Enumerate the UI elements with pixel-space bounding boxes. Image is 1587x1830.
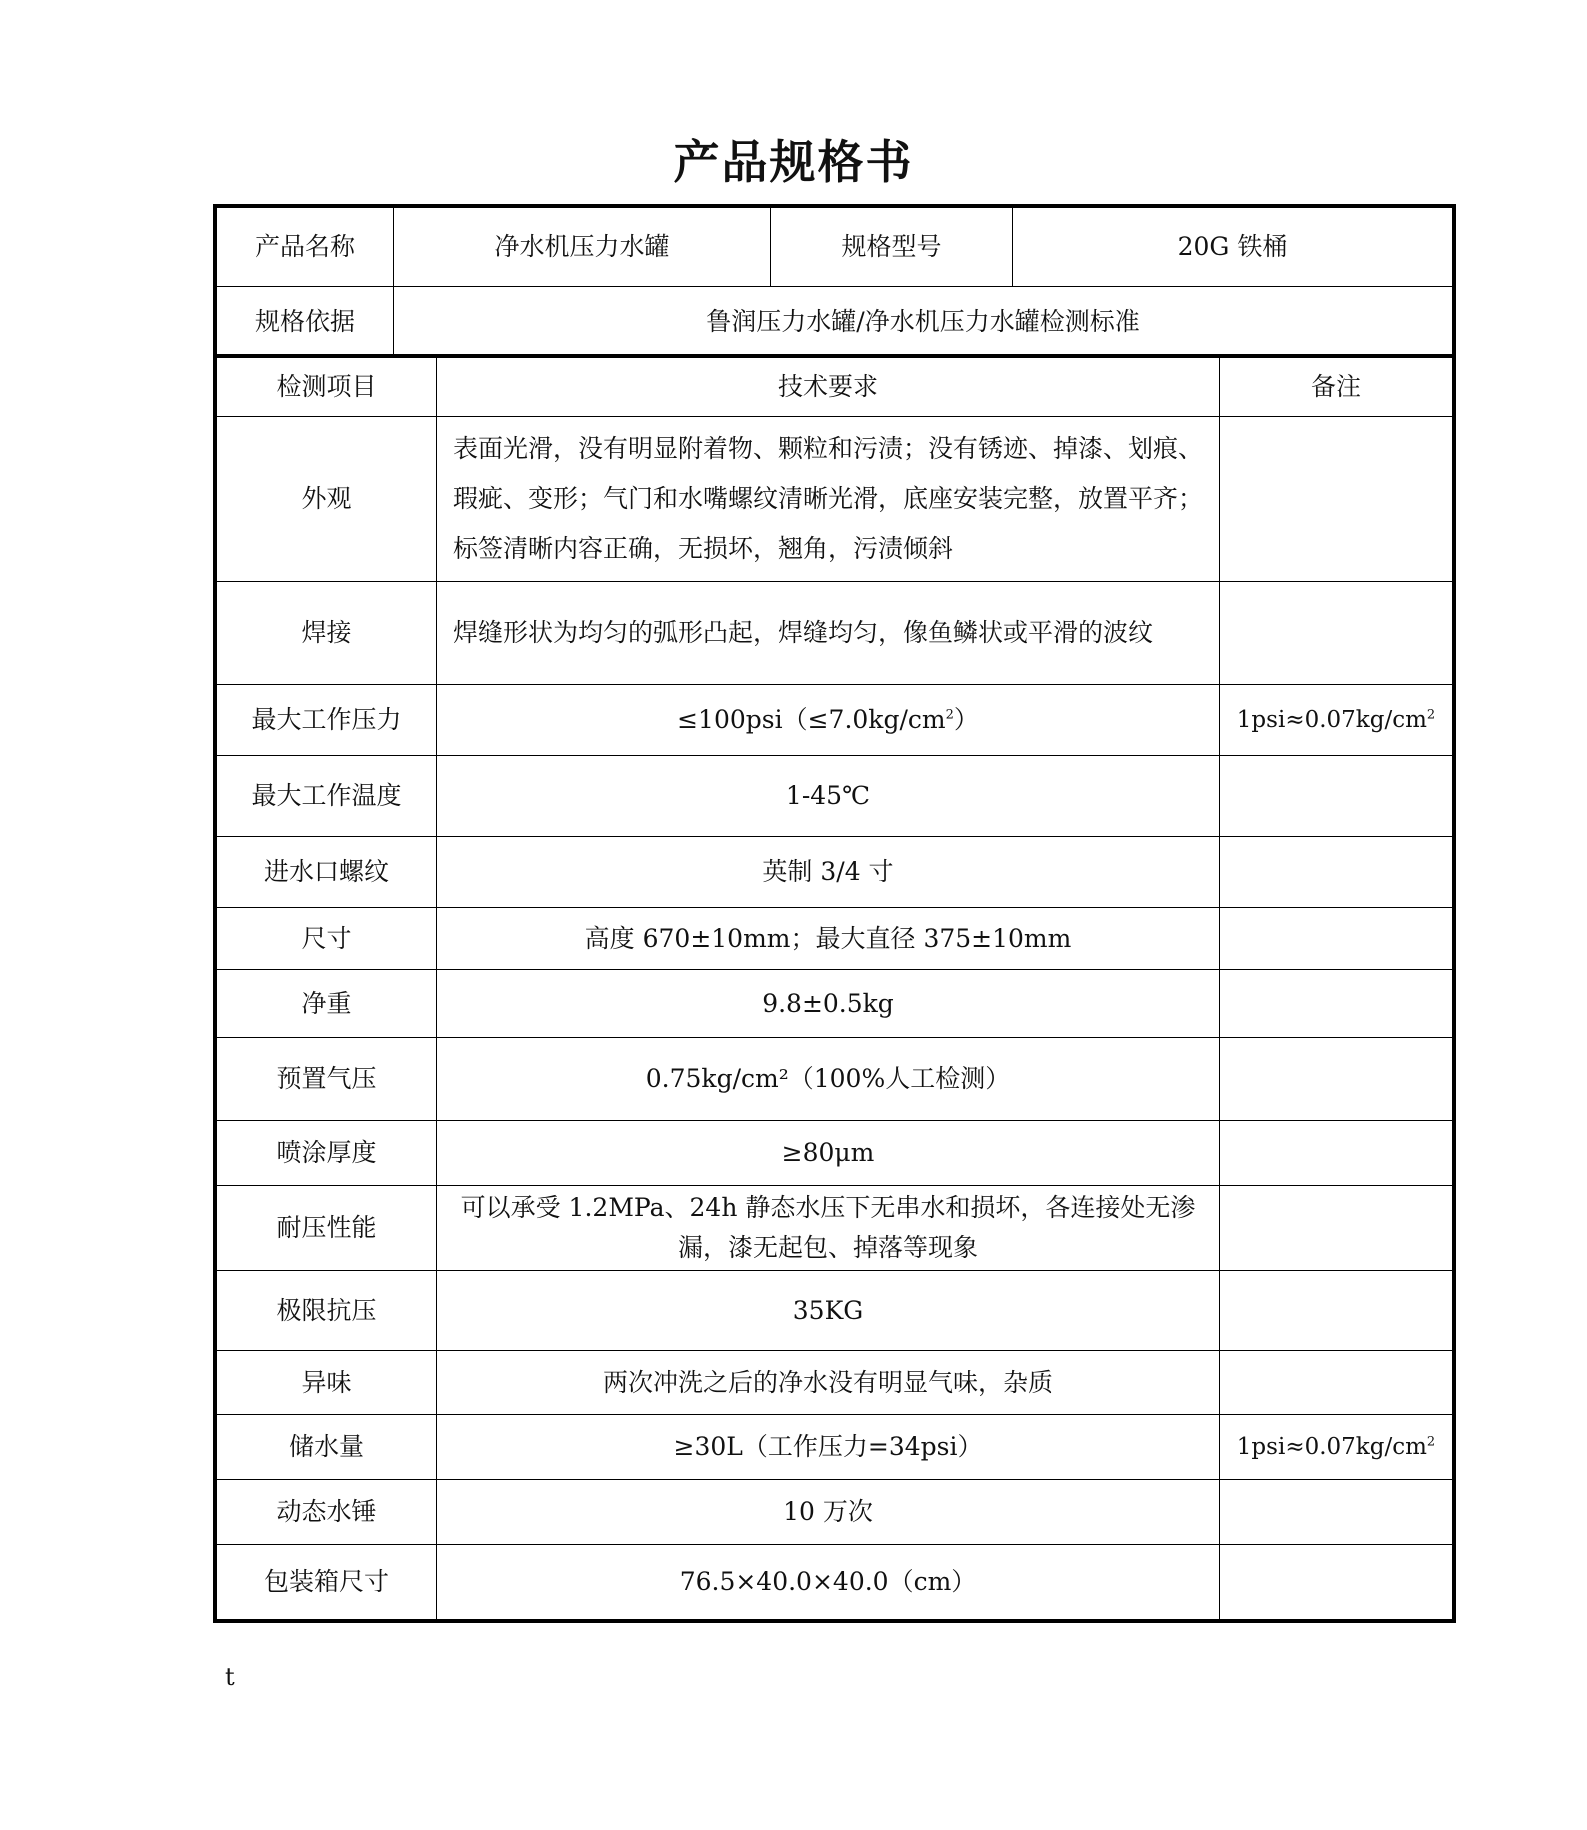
table-row bbox=[217, 1480, 1453, 1545]
col-requirement-header: 技术要求 bbox=[437, 358, 1220, 417]
row-item: 净重 bbox=[217, 970, 437, 1038]
row-item: 动态水锤 bbox=[217, 1480, 437, 1545]
row-remark bbox=[1220, 1271, 1453, 1351]
row-remark: $1psi\approx 0.07kg/cm^2$ bbox=[1220, 685, 1453, 756]
row-remark bbox=[1220, 1038, 1453, 1121]
table-row bbox=[217, 1415, 1453, 1480]
basis-label: 规格依据 bbox=[217, 287, 394, 358]
table-row bbox=[217, 1351, 1453, 1415]
row-remark bbox=[1220, 1480, 1453, 1545]
row-remark bbox=[1220, 1186, 1453, 1271]
table-row bbox=[217, 1121, 1453, 1186]
page-title: 产品规格书 bbox=[673, 135, 914, 189]
model-value: 20G 铁桶 bbox=[1013, 208, 1453, 287]
table-row bbox=[217, 1271, 1453, 1351]
row-requirement: 0.75kg/cm²（100%人工检测） bbox=[437, 1038, 1220, 1121]
row-requirement: 表面光滑，没有明显附着物、颗粒和污渍；没有锈迹、掉漆、划痕、瑕疵、变形；气门和水嘴螺纹清晰光滑，底座安装完整，放置平齐；标签清晰内容正确，无损坏，翘角，污渍倾斜 bbox=[437, 417, 1220, 582]
row-requirement: 两次冲洗之后的净水没有明显气味，杂质 bbox=[437, 1351, 1220, 1415]
column-header-row bbox=[217, 358, 1453, 417]
row-item: 焊接 bbox=[217, 582, 437, 685]
row-item: 极限抗压 bbox=[217, 1271, 437, 1351]
row-requirement: 1-45℃ bbox=[437, 756, 1220, 837]
product-name-label: 产品名称 bbox=[217, 208, 394, 287]
row-item: 包装箱尺寸 bbox=[217, 1545, 437, 1620]
row-requirement: 焊缝形状为均匀的弧形凸起，焊缝均匀，像鱼鳞状或平滑的波纹 bbox=[437, 582, 1220, 685]
col-item-header: 检测项目 bbox=[217, 358, 437, 417]
row-requirement: 10 万次 bbox=[437, 1480, 1220, 1545]
row-item: 预置气压 bbox=[217, 1038, 437, 1121]
basis-row bbox=[217, 287, 1453, 358]
row-requirement: 76.5×40.0×40.0（cm） bbox=[437, 1545, 1220, 1620]
row-remark bbox=[1220, 908, 1453, 970]
row-requirement: 可以承受 1.2MPa、24h 静态水压下无串水和损坏，各连接处无渗漏，漆无起包、掉落等现象 bbox=[437, 1186, 1220, 1271]
row-item: 进水口螺纹 bbox=[217, 837, 437, 908]
row-remark bbox=[1220, 582, 1453, 685]
table-row bbox=[217, 582, 1453, 685]
row-requirement: ≥80μm bbox=[437, 1121, 1220, 1186]
col-remark-header: 备注 bbox=[1220, 358, 1453, 417]
table-row bbox=[217, 1038, 1453, 1121]
row-remark bbox=[1220, 1545, 1453, 1620]
row-remark bbox=[1220, 837, 1453, 908]
header-table bbox=[213, 204, 1456, 358]
table-row bbox=[217, 837, 1453, 908]
row-item: 外观 bbox=[217, 417, 437, 582]
table-row bbox=[217, 1186, 1453, 1271]
basis-value: 鲁润压力水罐/净水机压力水罐检测标准 bbox=[394, 287, 1453, 358]
row-item: 异味 bbox=[217, 1351, 437, 1415]
row-remark: $1psi\approx 0.07kg/cm^2$ bbox=[1220, 1415, 1453, 1480]
table-row bbox=[217, 970, 1453, 1038]
footer-note: t bbox=[225, 1663, 235, 1691]
row-remark bbox=[1220, 1351, 1453, 1415]
product-row bbox=[217, 208, 1453, 287]
row-item: 喷涂厚度 bbox=[217, 1121, 437, 1186]
row-requirement: ≥30L（工作压力=34psi） bbox=[437, 1415, 1220, 1480]
row-remark bbox=[1220, 417, 1453, 582]
row-item: 尺寸 bbox=[217, 908, 437, 970]
row-remark bbox=[1220, 970, 1453, 1038]
table-row bbox=[217, 1545, 1453, 1620]
model-label: 规格型号 bbox=[771, 208, 1013, 287]
row-remark bbox=[1220, 1121, 1453, 1186]
row-item: 储水量 bbox=[217, 1415, 437, 1480]
row-requirement: $\le 100psi(\le 7.0kg/cm^2)$ bbox=[437, 685, 1220, 756]
row-item: 耐压性能 bbox=[217, 1186, 437, 1271]
product-name-value: 净水机压力水罐 bbox=[394, 208, 771, 287]
row-requirement: 9.8±0.5kg bbox=[437, 970, 1220, 1038]
spec-table bbox=[213, 354, 1456, 1623]
table-row bbox=[217, 685, 1453, 756]
row-requirement: 英制 3/4 寸 bbox=[437, 837, 1220, 908]
table-row bbox=[217, 417, 1453, 582]
table-row bbox=[217, 756, 1453, 837]
row-remark bbox=[1220, 756, 1453, 837]
row-item: 最大工作压力 bbox=[217, 685, 437, 756]
row-requirement: 35KG bbox=[437, 1271, 1220, 1351]
row-item: 最大工作温度 bbox=[217, 756, 437, 837]
row-requirement: 高度 670±10mm；最大直径 375±10mm bbox=[437, 908, 1220, 970]
table-row bbox=[217, 908, 1453, 970]
